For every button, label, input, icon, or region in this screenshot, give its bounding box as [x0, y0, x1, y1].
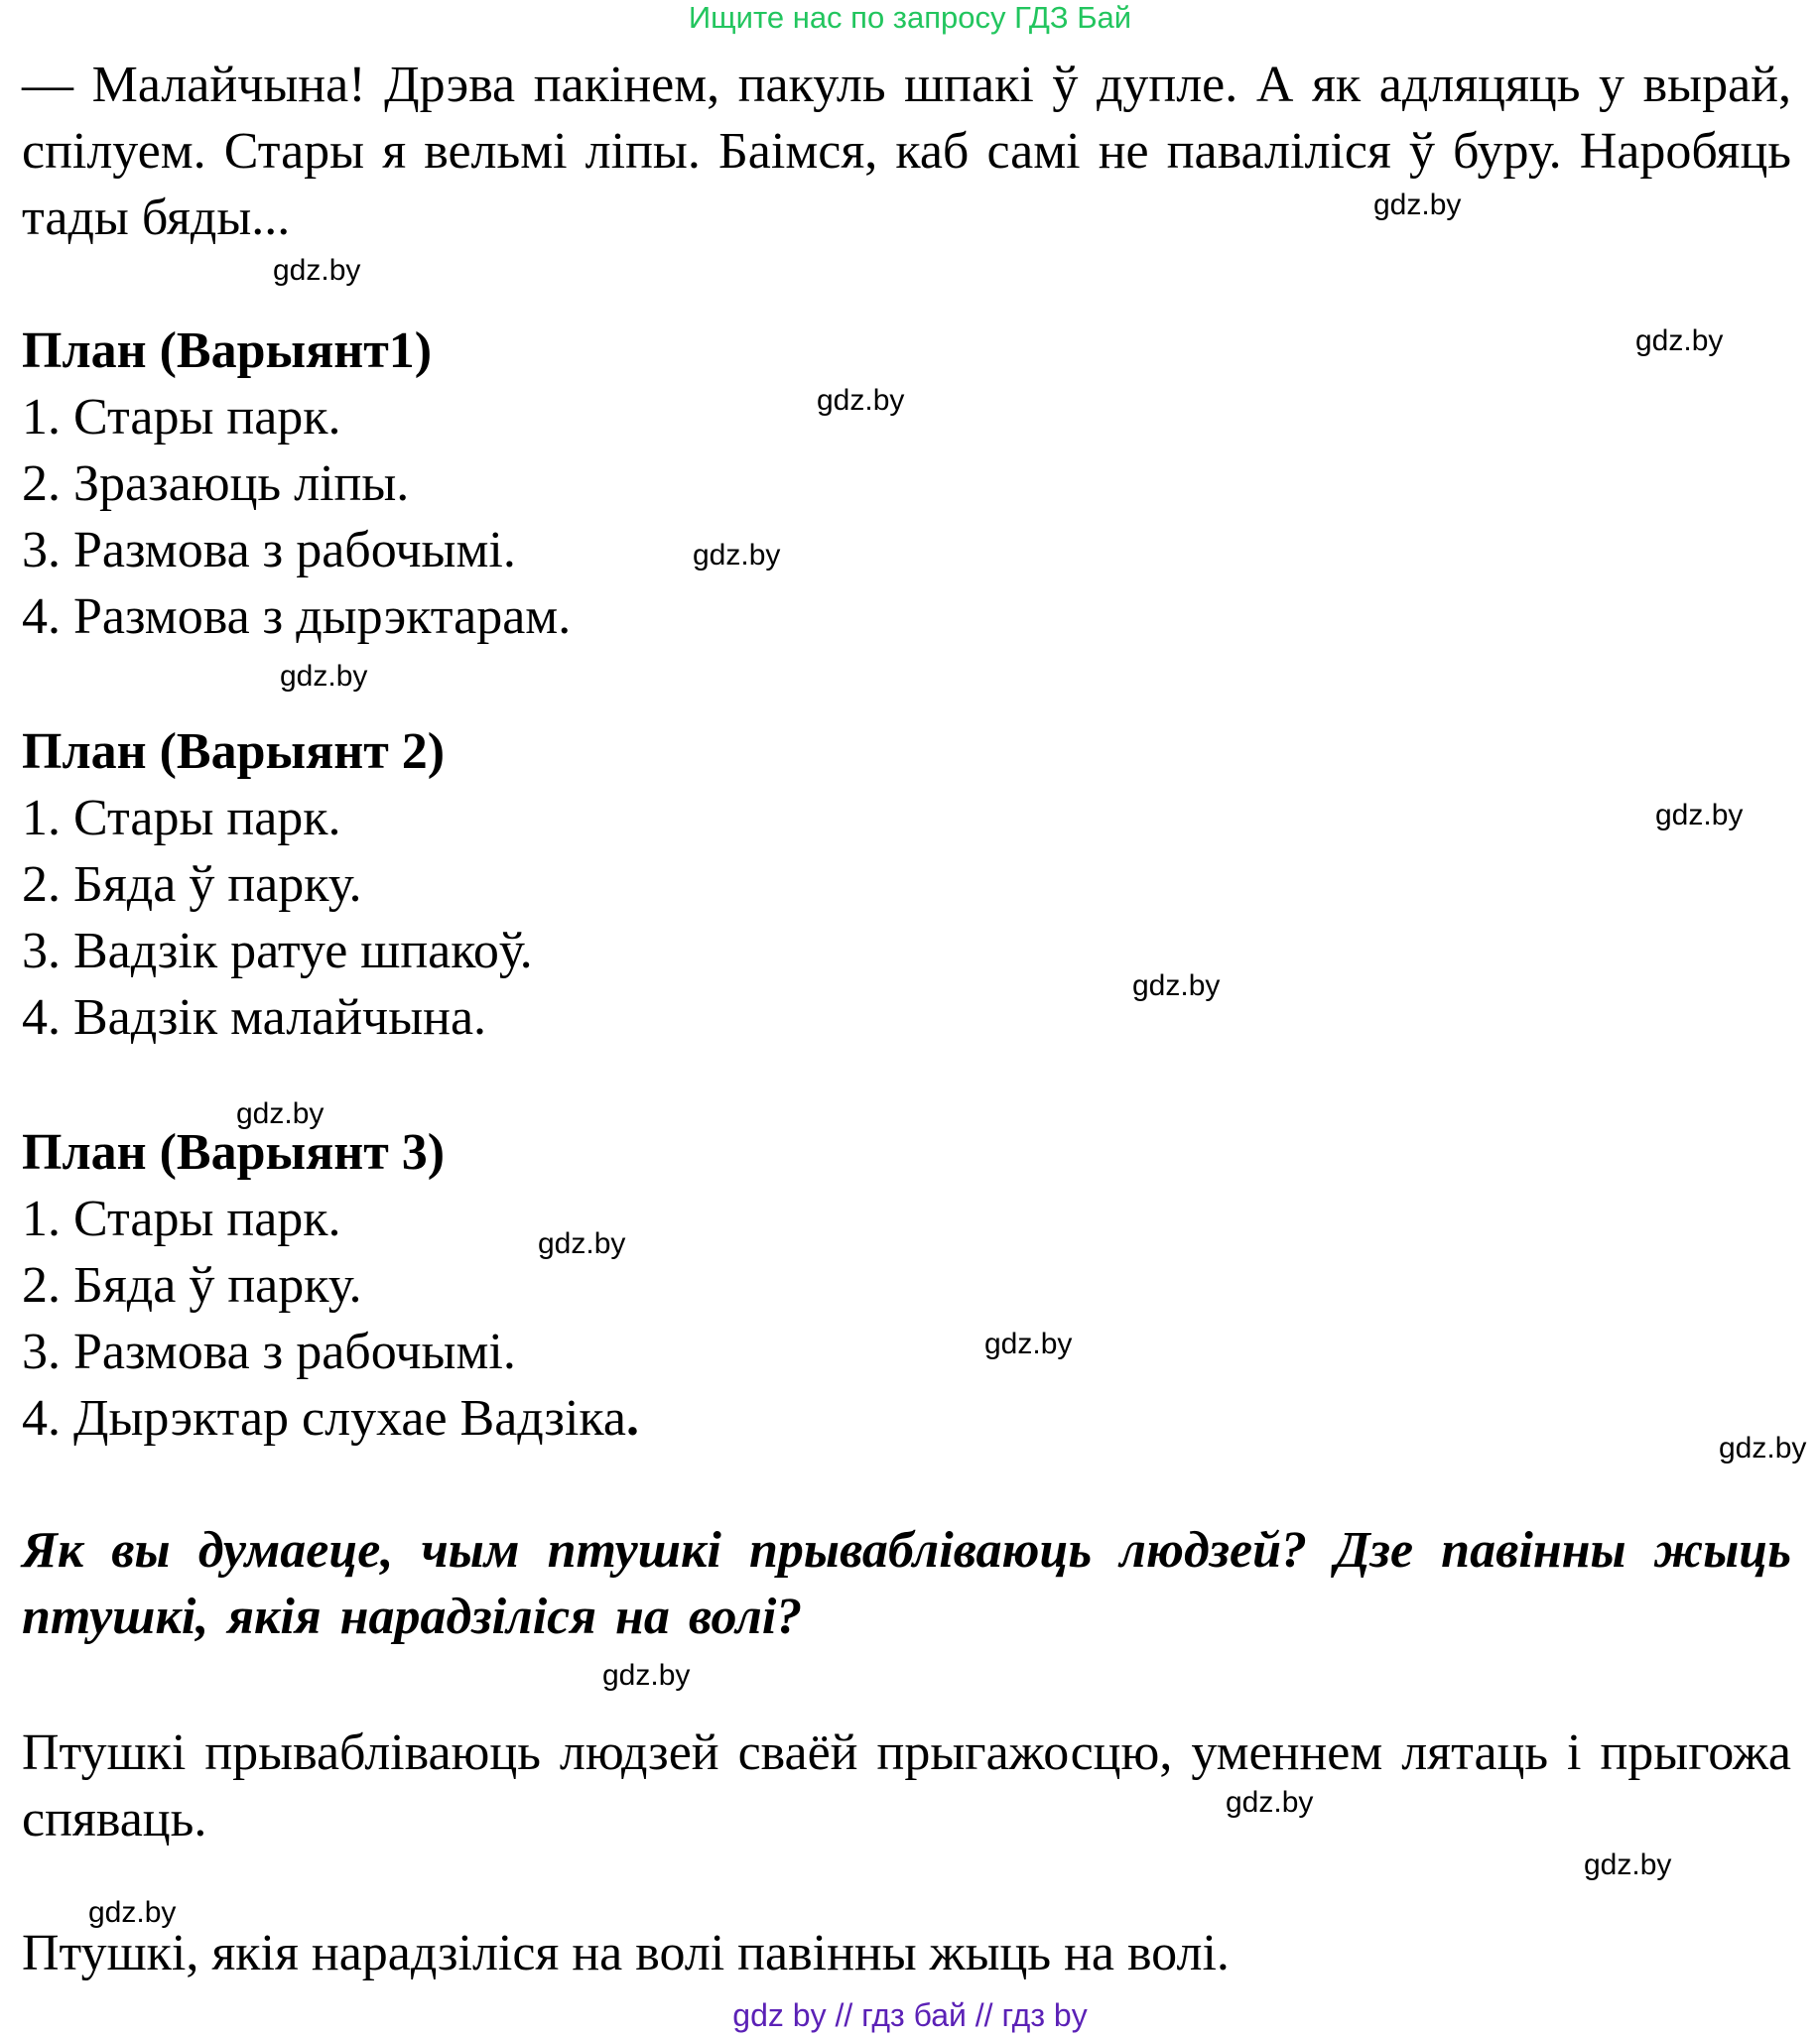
document-body: [22, 52, 1791, 251]
watermark: gdz.by: [602, 1659, 691, 1692]
plan-item: 2. Бяда ў парку.: [22, 1257, 362, 1314]
intro-paragraph: — Малайчына! Дрэва пакінем, пакуль шпакі ў дупле. А як адляцяць у вырай, спілуем. Стары я вельмі ліпы. Баімся, каб самі не паваліліся ў буру. Наробяць тады бяды...: [22, 57, 1791, 246]
plan-item: 4. Вадзік малайчына.: [22, 989, 487, 1046]
watermark: gdz.by: [1132, 969, 1221, 1002]
watermark: gdz.by: [817, 384, 905, 417]
plan-item: 3. Вадзік ратуе шпакоў.: [22, 923, 533, 979]
plan-item: 3. Размова з рабочымі.: [22, 1324, 516, 1380]
answer-paragraph: Птушкі прываблiваюць людзей сваёй прыгажосцю, уменнем лятаць і прыгожа спяваць.: [22, 1724, 1791, 1848]
plan-title: План (Варыянт1): [22, 322, 433, 379]
watermark: gdz.by: [1719, 1432, 1807, 1465]
answer-block-1: [22, 1720, 1791, 1852]
plan-title: План (Варыянт 3): [22, 1124, 446, 1181]
watermark: gdz.by: [236, 1097, 325, 1130]
watermark: gdz.by: [1226, 1786, 1314, 1819]
watermark: gdz.by: [88, 1896, 177, 1929]
watermark: gdz.by: [273, 254, 361, 287]
plan-item-text: 4. Дырэктар слухае Вадзіка: [22, 1390, 626, 1447]
top-banner: Ищите нас по запросу ГДЗ Бай: [688, 0, 1132, 35]
plan-item: 3. Размова з рабочымі.: [22, 522, 516, 578]
watermark: gdz.by: [984, 1328, 1073, 1360]
plan-item: 2. Бяда ў парку.: [22, 856, 362, 913]
plan-item-period: .: [625, 1390, 639, 1447]
plan-variant-1: [22, 318, 1791, 650]
plan-item: 1. Стары парк.: [22, 389, 341, 446]
plan-item: [22, 1385, 1791, 1452]
answer-block-2: [22, 1920, 1791, 1986]
question-block: [22, 1517, 1791, 1650]
plan-item: 1. Стары парк.: [22, 790, 341, 846]
watermark: gdz.by: [1655, 799, 1744, 831]
question-text: Як вы думаеце, чым птушкі прываблiваюць людзей? Дзе павінны жыць птушкі, якія нарадзіліся на волі?: [22, 1522, 1791, 1645]
watermark: gdz.by: [1584, 1848, 1672, 1881]
plan-item: 4. Размова з дырэктарам.: [22, 588, 572, 645]
plan-title: План (Варыянт 2): [22, 723, 446, 780]
plan-item: 1. Стары парк.: [22, 1191, 341, 1247]
answer-paragraph: Птушкі, якія нарадзіліся на волі павінны жыць на волі.: [22, 1925, 1230, 1981]
plan-variant-2: [22, 718, 1791, 1051]
watermark: gdz.by: [1373, 189, 1462, 221]
plan-variant-3: [22, 1119, 1791, 1452]
bottom-banner: gdz by // гдз бай // гдз by: [732, 1997, 1088, 2033]
watermark: gdz.by: [280, 660, 368, 693]
watermark: gdz.by: [1635, 324, 1724, 357]
plan-item: 2. Зразаюць ліпы.: [22, 455, 410, 512]
watermark: gdz.by: [538, 1227, 626, 1260]
watermark: gdz.by: [693, 539, 781, 572]
